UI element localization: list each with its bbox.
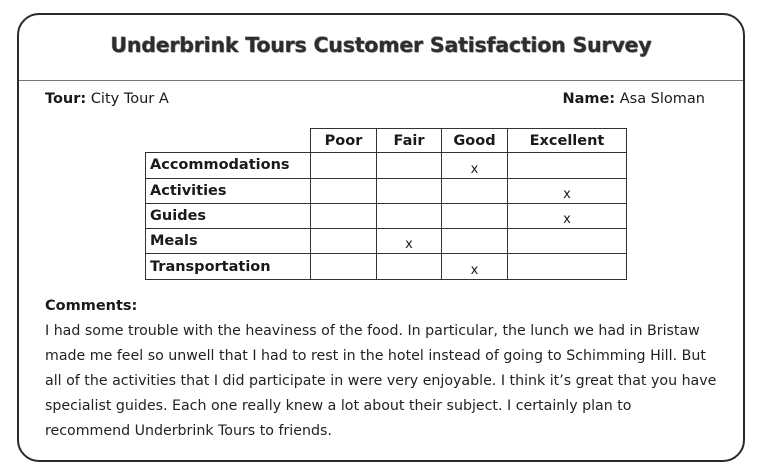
rating-cell [377,203,442,228]
table-row [146,178,627,203]
ratings-table [145,128,627,280]
rating-cell [508,254,627,279]
comment-line: made me feel so unwell that I had to rest in the hotel instead of going to Schimming Hill. But [45,348,706,364]
header-blank-cell [146,129,311,153]
rating-cell: x [508,178,627,203]
rating-cell [377,178,442,203]
rating-cell [442,178,508,203]
column-header-fair: Fair [377,129,442,153]
row-category: Accommodations [146,153,311,178]
name-label: Name: [562,91,616,107]
rating-cell [508,153,627,178]
tour-field [45,91,169,107]
comments-text [45,319,735,444]
table-row [146,203,627,228]
rating-cell [311,153,377,178]
rating-cell [311,254,377,279]
table-row [146,229,627,254]
rating-cell: x [508,203,627,228]
rating-cell: x [377,229,442,254]
rating-cell [311,178,377,203]
comment-line: recommend Underbrink Tours to friends. [45,423,332,439]
row-category: Guides [146,203,311,228]
column-header-excellent: Excellent [508,129,627,153]
tour-value: City Tour A [90,91,169,107]
title-divider [19,80,743,81]
name-field [562,91,705,107]
comments-label: Comments: [45,298,138,314]
rating-cell [442,203,508,228]
name-value: Asa Sloman [619,91,705,107]
comment-line: all of the activities that I did participate in were very enjoyable. I think it’s great that you have [45,373,717,389]
rating-cell [508,229,627,254]
rating-cell [377,254,442,279]
table-row [146,153,627,178]
table-row [146,254,627,279]
rating-cell: x [442,153,508,178]
ratings-header-row [146,129,627,153]
rating-cell [377,153,442,178]
rating-cell [311,203,377,228]
survey-title: Underbrink Tours Customer Satisfaction Survey [110,33,652,57]
tour-label: Tour: [45,91,87,107]
comment-line: specialist guides. Each one really knew a lot about their subject. I certainly plan to [45,398,632,414]
comment-line: I had some trouble with the heaviness of the food. In particular, the lunch we had in Bristaw [45,323,700,339]
row-category: Meals [146,229,311,254]
row-category: Activities [146,178,311,203]
column-header-good: Good [442,129,508,153]
row-category: Transportation [146,254,311,279]
survey-card [17,13,745,462]
rating-cell: x [442,254,508,279]
column-header-poor: Poor [311,129,377,153]
rating-cell [442,229,508,254]
rating-cell [311,229,377,254]
